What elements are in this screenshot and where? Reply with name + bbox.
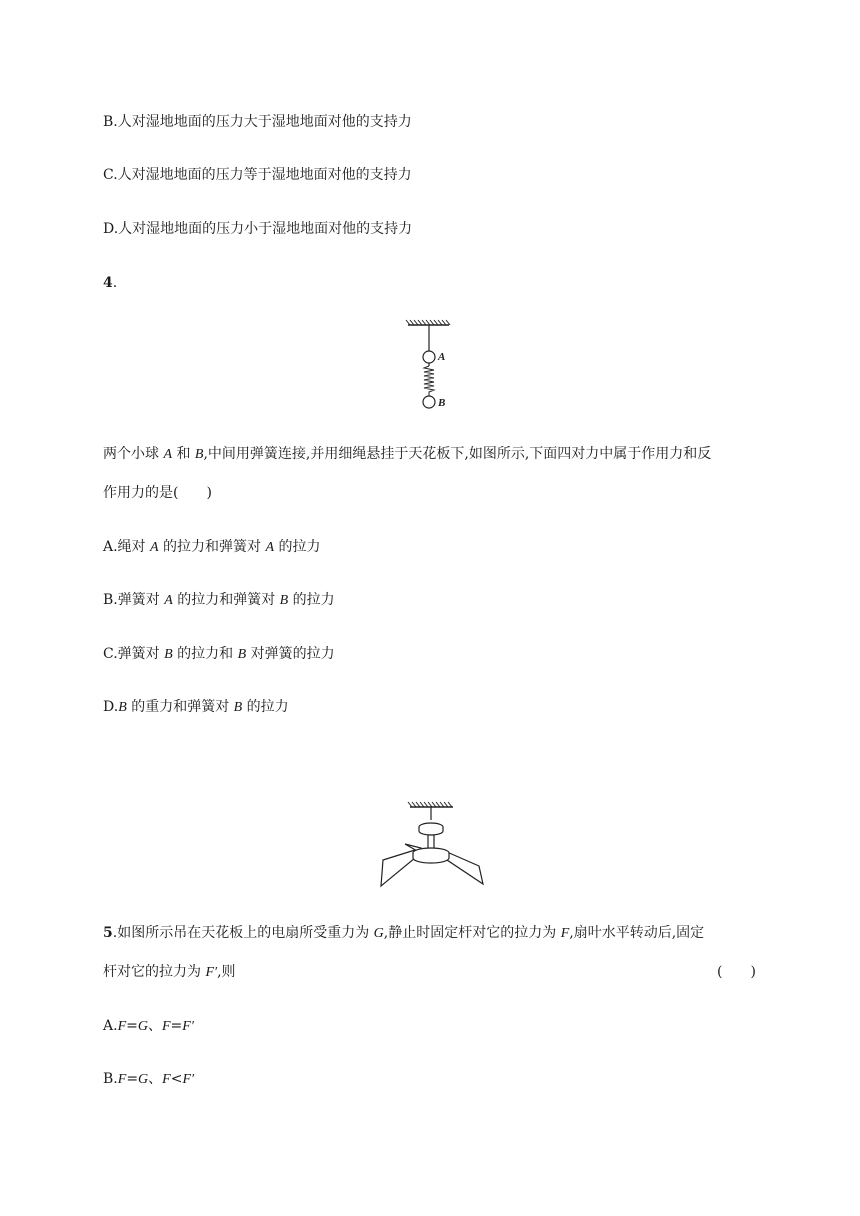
q5-stem-line2: 杆对它的拉力为 F′,则 bbox=[103, 964, 236, 980]
q3-option-c: C.人对湿地地面的压力等于湿地地面对他的支持力 bbox=[103, 167, 412, 183]
ceiling-fan-figure bbox=[375, 800, 490, 890]
q4-stem-line2: 作用力的是( ) bbox=[103, 485, 212, 501]
q5-option-a: A.F=G、F=F′ bbox=[103, 1018, 194, 1034]
q3-option-b: B.人对湿地地面的压力大于湿地地面对他的支持力 bbox=[103, 114, 412, 130]
q4-option-c: C.弹簧对 B 的拉力和 B 对弹簧的拉力 bbox=[103, 646, 335, 662]
q4-number: 4. bbox=[103, 275, 118, 291]
q5-answer-bracket: ( ) bbox=[717, 964, 756, 980]
q5-option-b: B.F=G、F<F′ bbox=[103, 1071, 195, 1087]
q4-option-b: B.弹簧对 A 的拉力和弹簧对 B 的拉力 bbox=[103, 592, 335, 608]
q4-stem-line1: 两个小球 A 和 B,中间用弹簧连接,并用细绳悬挂于天花板下,如图所示,下面四对力中属于作用力和反 bbox=[103, 446, 712, 462]
q3-option-d: D.人对湿地地面的压力小于湿地地面对他的支持力 bbox=[103, 221, 413, 237]
label-b: B bbox=[438, 397, 446, 409]
spring-balls-figure bbox=[400, 318, 460, 414]
q4-option-d: D.B 的重力和弹簧对 B 的拉力 bbox=[103, 699, 289, 715]
q5-stem-line1: 5.如图所示吊在天花板上的电扇所受重力为 G,静止时固定杆对它的拉力为 F,扇叶水平转动后,固定 bbox=[103, 925, 705, 941]
label-a: A bbox=[438, 351, 446, 363]
q4-option-a: A.绳对 A 的拉力和弹簧对 A 的拉力 bbox=[103, 539, 321, 555]
